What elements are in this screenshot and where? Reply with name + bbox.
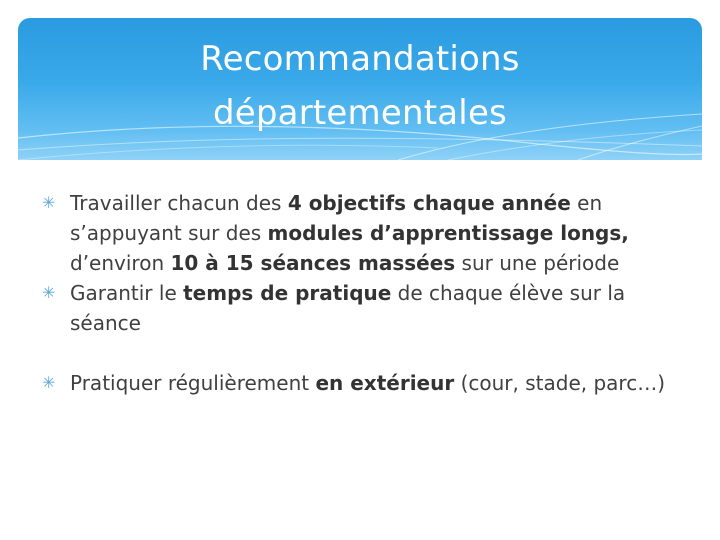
title-line-2: départementales [213,93,507,133]
bullet-list [42,188,682,398]
bullet-text [70,281,625,335]
bullet-text-run: en s’appuyant sur des [70,191,603,245]
bullet-text-bold: 4 objectifs chaque année [287,191,571,215]
title-banner [18,18,702,160]
bullet-text-run: Travailler chacun des [70,191,288,215]
asterisk-bullet-icon: ✳ [42,283,56,302]
bullet-text-run: Garantir le [70,281,184,305]
asterisk-bullet-icon: ✳ [42,373,56,392]
bullet-text-bold: temps de pratique [183,281,392,305]
bullet-text-run: de chaque élève sur la séance [70,281,626,335]
bullet-text-bold: 10 à 15 séances massées [170,251,456,275]
bullet-item [42,188,682,278]
bullet-text-run: Pratiquer régulièrement [70,371,316,395]
bullet-item [42,278,682,338]
asterisk-bullet-icon: ✳ [42,193,56,212]
bullet-text-bold: modules d’apprentissage longs, [267,221,629,245]
bullet-text [70,371,665,395]
title-line-1: Recommandations [200,39,520,79]
bullet-item [42,368,682,398]
bullet-text-run: sur une période [455,251,620,275]
bullet-text [70,191,629,275]
bullet-text-bold: en extérieur [315,371,455,395]
page-title [18,32,702,140]
bullet-text-run: d’environ [70,251,171,275]
bullet-text-run: (cour, stade, parc…) [454,371,665,395]
